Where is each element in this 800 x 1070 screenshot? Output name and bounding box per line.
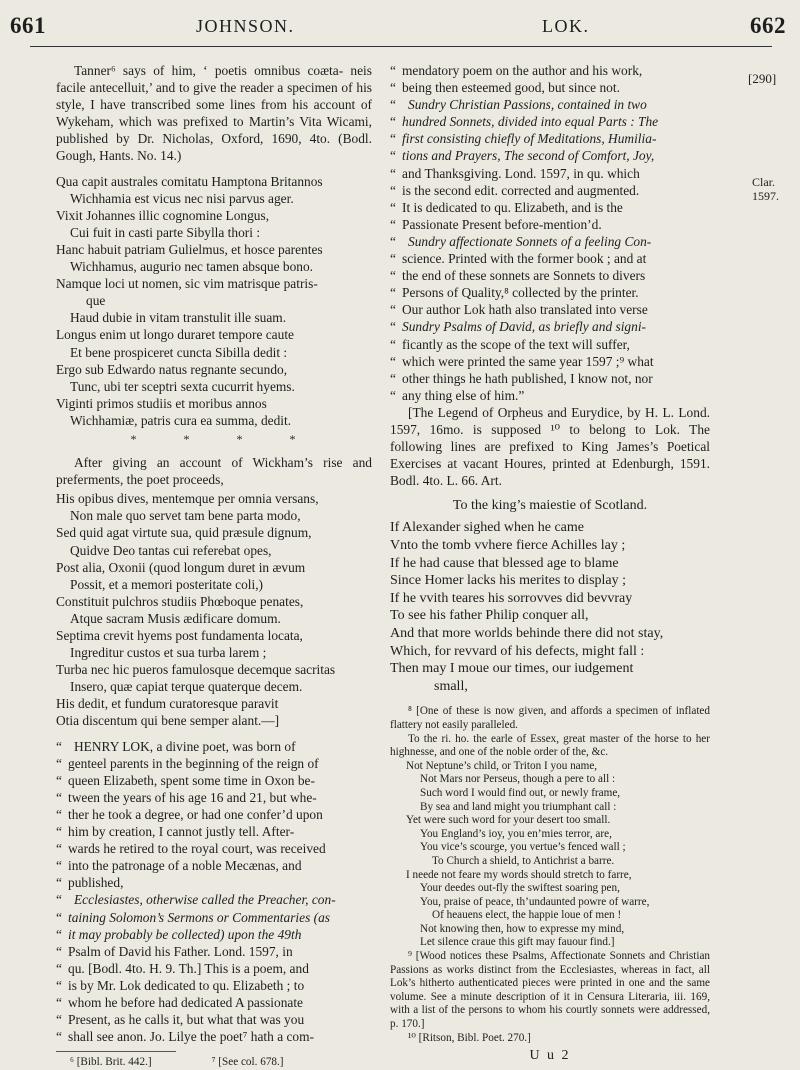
quote-line: tions and Prayers, The second of Comfort, Joy, <box>402 148 655 164</box>
footnote-8: ⁸ [One of these is now given, and affords a specimen of inflated flattery not easily paralleled. <box>390 705 710 731</box>
verse-line: His dedit, et fundum curatoresque paravit <box>56 696 279 712</box>
verse-line: If Alexander sighed when he came <box>390 520 584 536</box>
verse-line: Not Neptune’s child, or Triton I you name, <box>406 759 598 772</box>
verse-line: small, <box>434 678 468 694</box>
quote-line: ficantly as the scope of the text will suffer, <box>402 336 630 352</box>
verse-line: Wichhamus, augurio nec tamen absque bono. <box>70 259 314 275</box>
column-number-note: [290] <box>748 71 777 86</box>
verse-line: You England’s ioy, you en’mies terror, are, <box>420 827 612 840</box>
right-running-head: LOK. <box>542 16 590 36</box>
quote-line: wards he retired to the royal court, was received <box>68 841 326 857</box>
verse-line: Insero, quæ capiat terque quaterque decem. <box>70 679 303 695</box>
quote-line: and Thanksgiving. Lond. 1597, in qu. which <box>402 165 640 181</box>
quote-line: Persons of Quality,⁸ collected by the printer. <box>402 285 639 301</box>
verse-line: Septima crevit hyems post fundamenta locata, <box>56 628 303 643</box>
quote-line: is the second edit. corrected and augmented. <box>402 182 640 198</box>
quote-line: other things he hath published, I know not, nor <box>402 370 653 386</box>
quote-line: first consisting chiefly of Meditations, Humilia- <box>402 131 657 147</box>
quote-line: ther he took a degree, or had one confer’d upon <box>68 806 323 822</box>
verse-line: Ergo sub Edwardo natus regnante secundo, <box>56 361 288 377</box>
right-page-number: 662 <box>750 13 786 38</box>
verse-line: I neede not feare my words should stretch to farre, <box>406 868 632 881</box>
verse-line: Sed quid agat virtute sua, quid præsule dignum, <box>56 525 312 541</box>
footnote-10: ¹⁰ [Ritson, Bibl. Poet. 270.] <box>408 1031 531 1044</box>
quote-line: tween the years of his age 16 and 21, but whe- <box>68 789 317 805</box>
verse-line: Hanc habuit patriam Gulielmus, et hosce parentes <box>56 241 323 257</box>
quote-line: hundred Sonnets, divided into equal Parts : The <box>402 114 659 130</box>
quote-line: science. Printed with the former book ; and at <box>402 251 647 267</box>
verse-line: Post alia, Oxonii (quod longum duret in ævum <box>56 559 306 575</box>
page-header <box>0 0 800 46</box>
quote-line: the end of these sonnets are Sonnets to divers <box>402 268 646 284</box>
verse-line: Vixit Johannes illic cognomine Longus, <box>56 207 270 223</box>
verse-line: Your deedes out-fly the swiftest soaring pen, <box>420 882 620 895</box>
verse-line: Then may I moue our times, our iudgement <box>390 661 634 677</box>
left-column <box>56 62 372 1070</box>
quote-line: taining Solomon’s Sermons or Commentaries (as <box>68 909 330 925</box>
quote-line: Sundry Psalms of David, as briefly and signi- <box>402 319 646 335</box>
verse-line: Non male quo servet tam bene parta modo, <box>70 508 301 524</box>
latin-verse-1 <box>56 173 372 429</box>
quote-line: qu. [Bodl. 4to. H. 9. Th.] This is a poem, and <box>68 960 309 976</box>
verse-line: Et bene prospiceret cuncta Sibilla dedit : <box>70 344 288 360</box>
quote-line: is by Mr. Lok dedicated to qu. Elizabeth ; to <box>68 977 305 993</box>
signature-mark: U u 2 <box>529 1048 571 1064</box>
left-page-number: 661 <box>10 13 46 38</box>
footnote-rule <box>56 1051 176 1052</box>
verse-line: Cui fuit in casti parte Sibylla thori : <box>70 224 261 240</box>
quote-line: HENRY LOK, a divine poet, was born of <box>74 738 296 754</box>
verse-line: By sea and land might you triumphant call : <box>420 800 617 813</box>
quote-line: whom he before had dedicated A passionate <box>68 994 304 1010</box>
verse-line: His opibus dives, mentemque per omnia versans, <box>56 491 319 507</box>
verse-line: que <box>86 293 106 309</box>
verse-line: Atque sacram Musis ædificare domum. <box>70 610 281 626</box>
verse-line: Tunc, ubi ter sceptri sexta cucurrit hyems. <box>70 378 295 394</box>
legend-paragraph: [The Legend of Orpheus and Eurydice, by H. L. Lond. 1597, 16mo. is supposed ¹⁰ to belong to Lok. The following lines are prefixed to King James’s Poetical Exercises at vacant Houres, printed at Edenburgh, 1591. Bodl. 4to. L. 66. Art. <box>390 404 710 489</box>
quote-line: into the patronage of a noble Mecænas, and <box>68 858 302 874</box>
verse-line: Wichhamiæ, patris cura ea summa, dedit. <box>70 412 292 428</box>
verse-line: Haud dubie in vitam transtulit ille suam. <box>70 310 287 326</box>
footnote-6: ⁶ [Bibl. Brit. 442.] <box>70 1056 152 1069</box>
verse-line: Vnto the tomb vvhere fierce Achilles lay ; <box>390 538 626 554</box>
verse-line: Yet were such word for your desert too small. <box>406 814 611 827</box>
verse-line: To see his father Philip conquer all, <box>390 608 589 624</box>
header-rule <box>30 46 772 47</box>
quote-line: published, <box>68 875 124 891</box>
verse-line: Not knowing then, how to expresse my mind, <box>420 922 625 935</box>
wood-quotation-left: “ HENRY LOK, a divine poet, was born of “ genteel parents in the beginning of the reign of “ queen Elizabeth, spent some time in Oxon be- “ tween the years of his age 16 and 21, but whe- “ ther he took a degree, or had one confer’d upon “ him by creation, I cannot justly tell. After- “ wards he retired to the royal court, was received “ into the patronage of a noble Mecænas, and “ published, “ Ecclesiastes, otherwise called the Preacher, con- “ taining Solomon’s Sermons or Commentaries (as “ it may probably be collected) upon the 49th “ Psalm of David his Father. Lond. 1597, in “ qu. [Bodl. 4to. H. 9. Th.] This is a poem, and “ is by Mr. Lok dedicated to qu. Elizabeth ; to “ whom he before had dedicated A passionate “ Present, as he calls it, but what that was you “ shall see anon. Jo. Lilye the poet⁷ hath a com- <box>56 738 336 1045</box>
verse-line: Ingreditur custos et sua turba larem ; <box>70 645 267 661</box>
quote-line: mendatory poem on the author and his work, <box>402 63 643 78</box>
right-column <box>390 62 710 1064</box>
section-break-stars: * * * * <box>130 431 318 446</box>
verse-line: To Church a shield, to Antichrist a barre. <box>432 854 615 867</box>
verse-line: Turba nec hic pueros famulosque decemque sacritas <box>56 662 336 678</box>
left-footnotes <box>56 1056 372 1070</box>
quote-line: Passionate Present before-mention’d. <box>402 216 602 232</box>
quote-line: It is dedicated to qu. Elizabeth, and is the <box>402 199 623 215</box>
verse-line: You vice’s scourge, you vertue’s fenced wall ; <box>420 841 626 854</box>
verse-line: Let silence craue this gift may fauour find.] <box>420 936 615 949</box>
quote-line: him by creation, I cannot justly tell. After- <box>68 824 295 840</box>
verse-line: Longus enim ut longo duraret tempore caute <box>56 327 294 343</box>
footnote-7: ⁷ [See col. 678.] <box>211 1056 284 1069</box>
verse-line: You, praise of peace, th’undaunted powre of warre, <box>420 895 650 908</box>
verse-line: If he vvith teares his sorrovves did bevvray <box>390 590 633 606</box>
quote-line: which were printed the same year 1597 ;⁹ what <box>402 353 654 369</box>
quote-line: it may probably be collected) upon the 49th <box>68 926 302 942</box>
transition-paragraph: After giving an account of Wickham’s rise and preferments, the poet proceeds, <box>56 455 372 488</box>
wood-quotation-right: “ mendatory poem on the author and his work, “ being then esteemed good, but since not. “ Sundry Christian Passions, contained in two “ hundred Sonnets, divided into equal Parts : The “ first consisting chiefly of Meditations, Humilia- “ tions and Prayers, The second of Comfort, Joy, “ and Thanksgiving. Lond. 1597, in qu. which “ is the second edit. corrected and augmented. “ It is dedicated to qu. Elizabeth, and is the “ Passionate Present before-mention’d. “ Sundry affectionate Sonnets of a feeling Con- “ science. Printed with the former book ; and at “ the end of these sonnets are Sonnets to divers “ Persons of Quality,⁸ collected by the printer. “ Our author Lok hath also translated into verse “ Sundry Psalms of David, as briefly and signi- “ ficantly as the scope of the text will suffer, “ which were printed the same year 1597 ;⁹ what “ other things he hath published, I know not, nor “ any thing else of him.” <box>390 63 659 403</box>
verse-line: Wichhamia est vicus nec nisi parvus ager. <box>70 190 294 206</box>
verse-line: Not Mars nor Perseus, though a pere to all : <box>420 773 616 786</box>
right-footnotes <box>390 705 710 1045</box>
quote-line: Sundry Christian Passions, contained in two <box>408 97 647 113</box>
quote-line: Psalm of David his Father. Lond. 1597, in <box>68 943 293 959</box>
quote-line: being then esteemed good, but since not. <box>402 80 620 96</box>
verse-line: Constituit pulchros studiis Phœboque penates, <box>56 593 304 609</box>
sonnet-to-king <box>390 519 710 695</box>
quote-line: Our author Lok hath also translated into verse <box>402 302 648 318</box>
verse-line: Viginti primos studiis et moribus annos <box>56 395 267 411</box>
quote-line: Sundry affectionate Sonnets of a feeling Con- <box>408 233 652 249</box>
quote-line: any thing else of him.” <box>402 387 525 403</box>
verse-line: Qua capit australes comitatu Hamptona Britannos <box>56 173 323 189</box>
footnote-8-dedication: To the ri. ho. the earle of Essex, great master of the horse to her highnesse, and one of the noble order of the, &c. <box>390 732 710 759</box>
clar-label: Clar. <box>752 175 775 189</box>
verse-line: Possit, et a memori posteritate coli,) <box>70 576 264 592</box>
clar-year: 1597. <box>752 189 779 203</box>
verse-line: Namque loci ut nomen, sic vim matrisque patris- <box>56 276 318 292</box>
quote-line: Present, as he calls it, but what that was you <box>68 1012 305 1028</box>
left-running-head: JOHNSON. <box>196 16 295 36</box>
poem-title: To the king’s maiestie of Scotland. <box>452 498 648 514</box>
footnote-9: ⁹ [Wood notices these Psalms, Affectionate Sonnets and Christian Passions as works distinct from the Ecclesiastes, whereas in fact, all Lok’s hitherto authenticated pieces were printed in one and the same volume. See a minute description of it in Censura Literaria, iii. 169, with a list of the persons to whom his courtly sonnets were addressed, p. 170.] <box>390 950 710 1031</box>
verse-line: And that more worlds behinde there did not stay, <box>390 626 664 641</box>
quote-line: queen Elizabeth, spent some time in Oxon be- <box>68 772 315 788</box>
latin-verse-2 <box>56 490 372 729</box>
quote-line: Ecclesiastes, otherwise called the Preacher, con- <box>74 892 336 908</box>
verse-line: Otia discentum qui bene semper alant.—] <box>56 713 280 729</box>
verse-line: Quidve Deo tantas cui referebat opes, <box>70 542 272 558</box>
verse-line: If he had cause that blessed age to blame <box>390 555 619 571</box>
verse-line: Which, for revvard of his defects, might fall : <box>390 643 645 659</box>
quote-line: shall see anon. Jo. Lilye the poet⁷ hath a com- <box>68 1029 315 1045</box>
verse-line: Such word I would find out, or newly frame, <box>420 786 621 799</box>
verse-line: Of heauens elect, the happie loue of men ! <box>432 909 622 922</box>
footnote-8-sonnet <box>390 760 710 950</box>
verse-line: Since Homer lacks his merites to display ; <box>390 573 627 589</box>
quote-line: genteel parents in the beginning of the reign of <box>68 755 319 771</box>
intro-paragraph: Tanner⁶ says of him, ‘ poetis omnibus coæta- neis facile antecelluit,’ and to give the reader a specimen of his style, I have transcribed some lines from his account of Wykeham, which was prefixed to Martin’s Vita Wicami, published by Dr. Nicholas, Oxford, 1690, 4to. (Bodl. Gough, Hants. No. 14.) <box>56 63 372 164</box>
